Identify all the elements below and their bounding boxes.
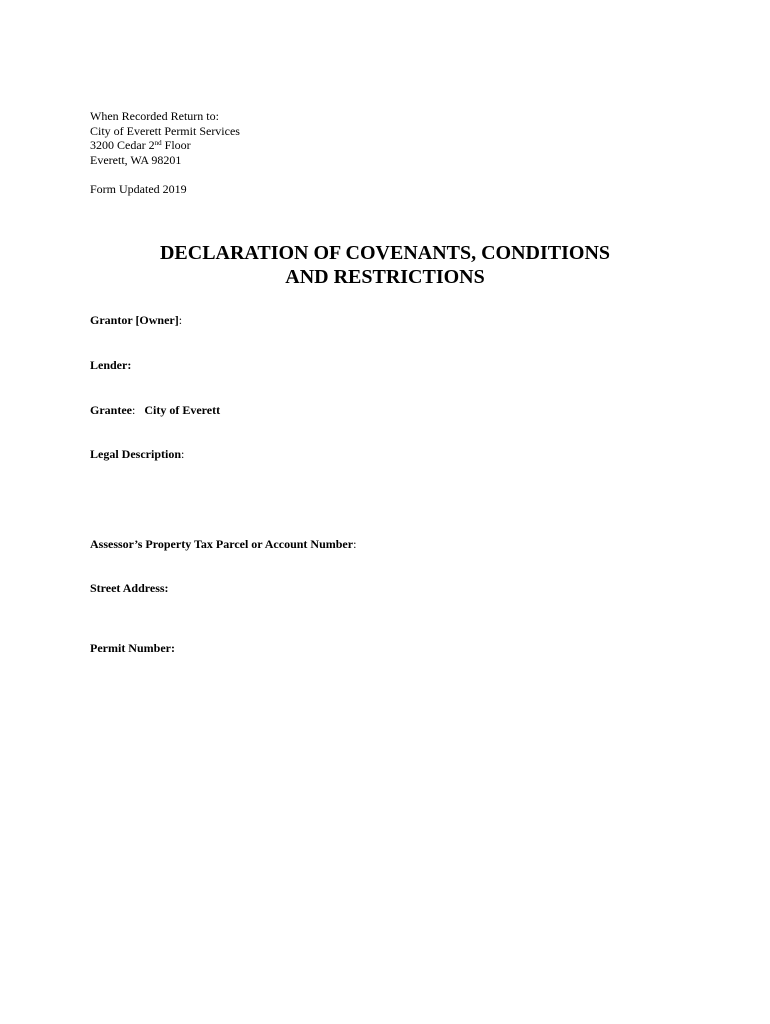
parcel-number-label: Assessor’s Property Tax Parcel or Account Number xyxy=(90,537,354,551)
grantee-field xyxy=(90,403,220,417)
legal-description-colon: : xyxy=(181,447,185,461)
street-address-label: Street Address: xyxy=(90,581,169,595)
street-address-field xyxy=(90,581,169,595)
document-title-line-1: DECLARATION OF COVENANTS, CONDITIONS xyxy=(159,242,611,264)
permit-number-field xyxy=(90,641,175,655)
grantee-value: City of Everett xyxy=(144,403,221,417)
grantee-colon: : xyxy=(131,403,136,417)
return-address-block xyxy=(90,109,240,167)
parcel-number-field xyxy=(90,537,356,551)
return-city-state-zip: Everett, WA 98201 xyxy=(90,152,182,167)
legal-description-label: Legal Description xyxy=(90,447,181,461)
ordinal-suffix: nd xyxy=(154,139,162,148)
grantor-colon: : xyxy=(178,313,183,327)
document-title-line-2: AND RESTRICTIONS xyxy=(285,266,485,288)
return-organization: City of Everett Permit Services xyxy=(90,123,240,138)
return-heading: When Recorded Return to: xyxy=(90,109,219,123)
return-floor: Floor xyxy=(161,138,191,153)
legal-description-field xyxy=(90,447,184,461)
lender-field xyxy=(90,358,131,372)
lender-label: Lender: xyxy=(90,358,132,372)
grantor-field xyxy=(90,313,182,327)
grantor-label: Grantor [Owner] xyxy=(90,313,179,327)
parcel-number-colon: : xyxy=(353,537,357,551)
return-street-address xyxy=(90,138,240,153)
document-title xyxy=(0,241,770,289)
return-street-number: 3200 Cedar 2 xyxy=(90,138,155,153)
grantee-label: Grantee xyxy=(90,403,132,417)
permit-number-label: Permit Number: xyxy=(90,641,175,655)
form-updated-note: Form Updated 2019 xyxy=(90,182,187,196)
